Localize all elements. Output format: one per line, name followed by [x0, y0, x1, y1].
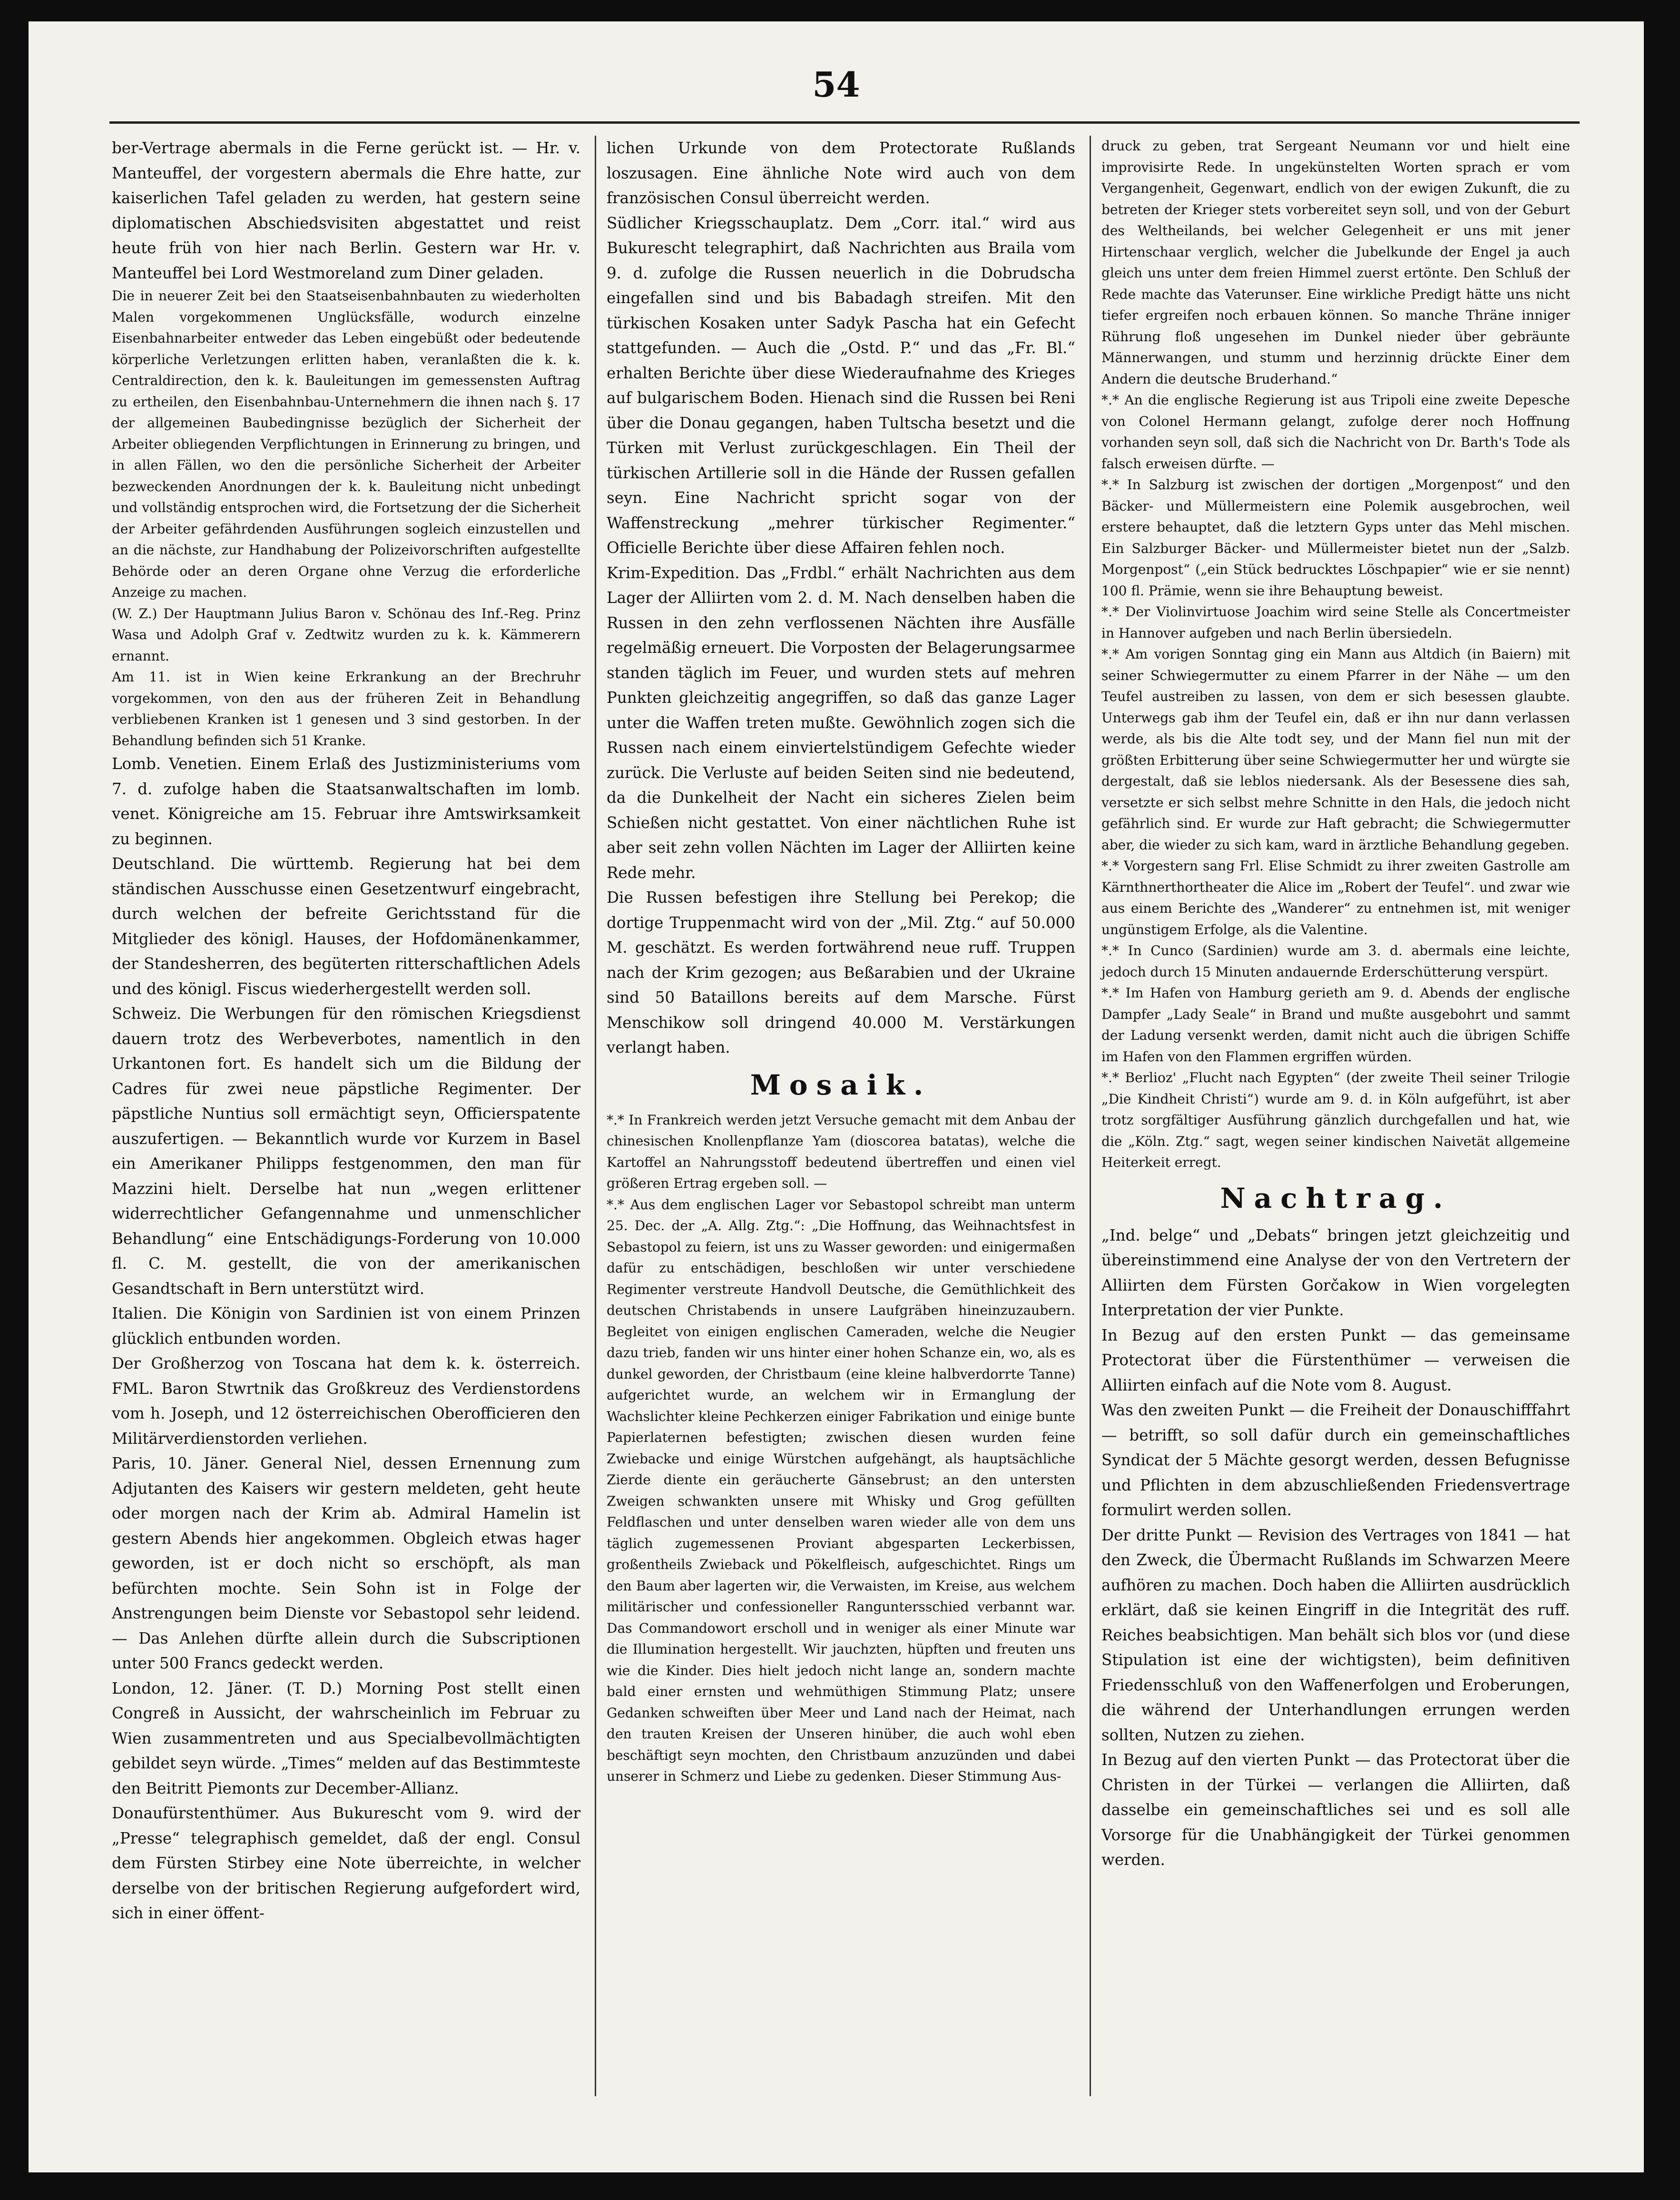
paragraph: *.* Der Violinvirtuose Joachim wird seine Stelle als Concertmeister in Hannover aufgeben und nach Berlin übersiedeln.: [1101, 604, 1570, 641]
paragraph: *.* Berlioz' „Flucht nach Egypten“ (der zweite Theil seiner Trilogie „Die Kindheit Christi“) wurde am 9. d. in Köln aufgeführt, ist aber trotz sorgfältiger Ausführung gänzlich durchgefallen und hat, wie die „Köln. Ztg.“ sagt, wegen seiner kindischen Naivetät allgemeine Heiterkeit erregt.: [1101, 1070, 1570, 1170]
paragraph: Deutschland. Die württemb. Regierung hat bei dem ständischen Ausschusse einen Gesetzentwurf eingebracht, durch welchen der befreite Gerichtsstand für die Mitglieder des königl. Hauses, der Hofdomänenkammer, der Standesherren, des begüterten ritterschaftlichen Adels und des königl. Fiscus wiederhergestellt werden soll.: [112, 855, 580, 998]
paragraph: In Bezug auf den ersten Punkt — das gemeinsame Protectorat über die Fürstenthümer — verweisen die Alliirten einfach auf die Note vom 8. August.: [1101, 1326, 1570, 1394]
paragraph: Krim-Expedition. Das „Frdbl.“ erhält Nachrichten aus dem Lager der Alliirten vom 2. d. M. Nach denselben haben die Russen in den zehn verflossenen Nächten ihre Ausfälle regelmäßig erneuert. Die Vorposten der Belagerungsarmee standen täglich im Feuer, und wurden stets auf mehren Punkten gleichzeitig angegriffen, so daß das ganze Lager unter die Waffen treten mußte. Gewöhnlich zogen sich die Russen nach einem einviertelstündigem Gefechte wieder zurück. Die Verluste auf beiden Seiten sind nie bedeutend, da die Dunkelheit der Nacht ein sicheres Zielen beim Schießen nicht gestattet. Von einer nächtlichen Ruhe ist aber seit zehn vollen Nächten im Lager der Alliirten keine Rede mehr.: [607, 563, 1075, 882]
paragraph: Der dritte Punkt — Revision des Vertrages von 1841 — hat den Zweck, die Übermacht Rußlands im Schwarzen Meere aufhören zu machen. Doch haben die Alliirten ausdrücklich erklärt, daß sie keinen Eingriff in die Integrität des ruff. Reiches beabsichtigen. Man behält sich blos vor (und diese Stipulation ist eine der wichtigsten), beim definitiven Friedensschluß von den Waffenerfolgen und Eroberungen, die während der Unterhandlungen errungen werden sollten, Nutzen zu ziehen.: [1101, 1526, 1570, 1744]
paragraph: (W. Z.) Der Hauptmann Julius Baron v. Schönau des Inf.-Reg. Prinz Wasa und Adolph Graf v. Zedtwitz wurden zu k. k. Kämmerern ernannt.: [112, 605, 580, 664]
paragraph: Lomb. Venetien. Einem Erlaß des Justizministeriums vom 7. d. zufolge haben die Staatsanwaltschaften im lomb. venet. Königreiche am 15. Februar ihre Amtswirksamkeit zu beginnen.: [112, 755, 580, 848]
paragraph: London, 12. Jäner. (T. D.) Morning Post stellt einen Congreß in Aussicht, der wahrscheinlich im Februar zu Wien zusammentreten und aus Specialbevollmächtigten gebildet seyn würde. „Times“ melden auf das Bestimmteste den Beitritt Piemonts zur December-Allianz.: [112, 1679, 580, 1797]
column-divider: [595, 136, 596, 2096]
column-3: [1101, 136, 1570, 1873]
paragraph: Die Russen befestigen ihre Stellung bei Perekop; die dortige Truppenmacht wird von der „Mil. Ztg.“ auf 50.000 M. geschätzt. Es werden fortwährend neue ruff. Truppen nach der Krim gezogen; aus Beßarabien und der Ukraine sind 50 Bataillons bereits auf dem Marsche. Fürst Menschikow soll dringend 40.000 M. Verstärkungen verlangt haben.: [607, 888, 1075, 1056]
section-title-mosaik: Mosaik.: [750, 1068, 932, 1101]
paragraph: ber-Vertrage abermals in die Ferne gerückt ist. — Hr. v. Manteuffel, der vorgestern abermals die Ehre hatte, zur kaiserlichen Tafel geladen zu werden, hat gestern seine diplomatischen Abschiedsvisiten abgestattet und reist heute früh von hier nach Berlin. Gestern war Hr. v. Manteuffel bei Lord Westmoreland zum Diner geladen.: [112, 139, 580, 282]
paragraph: Südlicher Kriegsschauplatz. Dem „Corr. ital.“ wird aus Bukurescht telegraphirt, daß Nachrichten aus Braila vom 9. d. zufolge die Russen neuerlich in die Dobrudscha eingefallen sind und bis Babadagh streifen. Mit den türkischen Kosaken unter Sadyk Pascha hat ein Gefecht stattgefunden. — Auch die „Ostd. P.“ und das „Fr. Bl.“ erhalten Berichte über diese Wiederaufnahme des Krieges auf bulgarischem Boden. Hienach sind die Russen bei Reni über die Donau gegangen, haben Tultscha besetzt und die Türken mit Verlust zurückgeschlagen. Ein Theil der türkischen Artillerie soll in die Hände der Russen gefallen seyn. Eine Nachricht spricht sogar von der Waffenstreckung „mehrer türkischer Regimenter.“ Officielle Berichte über diese Affairen fehlen noch.: [607, 214, 1075, 557]
paragraph: Schweiz. Die Werbungen für den römischen Kriegsdienst dauern trotz des Werbeverbotes, namentlich in den Urkantonen fort. Es handelt sich um die Bildung der Cadres für zwei neue päpstliche Regimenter. Der päpstliche Nuntius soll ermächtigt seyn, Officierspatente auszufertigen. — Bekanntlich wurde vor Kurzem in Basel ein Amerikaner Philipps festgenommen, den man für Mazzini hielt. Derselbe hat nun „wegen erlittener widerrechtlicher Gefangennahme und unmenschlicher Behandlung“ eine Entschädigungs-Forderung von 10.000 fl. C. M. gestellt, die von der amerikanischen Gesandtschaft in Bern unterstützt wird.: [112, 1005, 580, 1298]
column-1: [112, 136, 580, 1926]
paragraph: Donaufürstenthümer. Aus Bukurescht vom 9. wird der „Presse“ telegraphisch gemeldet, daß der engl. Consul dem Fürsten Stirbey eine Note überreichte, in welcher derselbe von der britischen Regierung aufgefordert wird, sich in einer öffent-: [112, 1804, 580, 1922]
paragraph: *.* An die englische Regierung ist aus Tripoli eine zweite Depesche von Colonel Hermann gelangt, zufolge derer noch Hoffnung vorhanden seyn soll, daß sich die Nachricht von Dr. Barth's Tode als falsch erweisen dürfte. —: [1101, 392, 1570, 472]
column-2: [607, 136, 1075, 1787]
paragraph: Am 11. ist in Wien keine Erkrankung an der Brechruhr vorgekommen, von den aus der früheren Zeit in Behandlung verbliebenen Kranken ist 1 genesen und 3 sind gestorben. In der Behandlung befinden sich 51 Kranke.: [112, 669, 580, 749]
paragraph: Die in neuerer Zeit bei den Staatseisenbahnbauten zu wiederholten Malen vorgekommenen Unglücksfälle, wodurch einzelne Eisenbahnarbeiter entweder das Leben eingebüßt oder bedeutende körperliche Verletzungen erlitten haben, veranlaßten die k. k. Centraldirection, den k. k. Bauleitungen im gemessensten Auftrag zu ertheilen, den Eisenbahnbau-Unternehmern die ihnen nach §. 17 der allgemeinen Baubedingnisse bezüglich der Sicherheit der Arbeiter obliegenden Verpflichtungen in Erinnerung zu bringen, und in allen Fällen, wo den die persönliche Sicherheit der Arbeiter bezweckenden Anordnungen der k. k. Bauleitung nicht unbedingt und vollständig entsprochen wird, die Fortsetzung der die Sicherheit der Arbeiter gefährdenden Ausführungen sogleich einzustellen und an die nächste, zur Handhabung der Polizeivorschriften aufgestellte Behörde oder an deren Organe ohne Verzug die erforderliche Anzeige zu machen.: [112, 288, 580, 600]
paragraph: lichen Urkunde von dem Protectorate Rußlands loszusagen. Eine ähnliche Note wird auch von dem französischen Consul überreicht werden.: [607, 139, 1075, 207]
page-number: 54: [812, 64, 860, 105]
paragraph: druck zu geben, trat Sergeant Neumann vor und hielt eine improvisirte Rede. In ungekünstelten Worten sprach er vom Vergangenheit, Gegenwart, endlich von der ewigen Zukunft, die zu betreten der Krieger stets vorbereitet seyn soll, und von der Geburt des Weltheilands, bei welcher Gelegenheit er uns mit jener Hirtenschaar verglich, welcher die Jubelkunde der Engel ja auch gleich uns unter dem freien Himmel zuerst ertönte. Den Schluß der Rede machte das Vaterunser. Eine wirkliche Predigt hätte uns nicht tiefer ergreifen noch erbauen können. So manche Thräne inniger Rührung floß ungesehen im Dunkel nieder über gebräunte Männerwangen, und stumm und herzinnig drückte Einer dem Andern die deutsche Bruderhand.“: [1101, 138, 1570, 387]
header-rule: [109, 121, 1580, 124]
paragraph: *.* Im Hafen von Hamburg gerieth am 9. d. Abends der englische Dampfer „Lady Seale“ in Brand und mußte ausgebohrt und sammt der Ladung versenkt werden, damit nicht auch die übrigen Schiffe im Hafen von den Flammen ergriffen würden.: [1101, 985, 1570, 1065]
paragraph: Der Großherzog von Toscana hat dem k. k. österreich. FML. Baron Stwrtnik das Großkreuz des Verdienstordens vom h. Joseph, und 12 österreichischen Oberofficieren den Militärverdienstorden verliehen.: [112, 1354, 580, 1448]
paragraph: *.* In Frankreich werden jetzt Versuche gemacht mit dem Anbau der chinesischen Knollenpflanze Yam (dioscorea batatas), welche die Kartoffel an Nahrungsstoff bedeutend übertreffen und einen viel größeren Ertrag ergeben soll. —: [607, 1112, 1075, 1191]
paragraph: Italien. Die Königin von Sardinien ist von einem Prinzen glücklich entbunden worden.: [112, 1304, 580, 1348]
paragraph: In Bezug auf den vierten Punkt — das Protectorat über die Christen in der Türkei — verlangen die Alliirten, daß dasselbe ein gemeinschaftliches sei und es soll alle Vorsorge für die Unabhängigkeit der Türkei genommen werden.: [1101, 1751, 1570, 1869]
newspaper-page: [29, 21, 1644, 2172]
paragraph: *.* Am vorigen Sonntag ging ein Mann aus Altdich (in Baiern) mit seiner Schwiegermutter zu einem Pfarrer in der Nähe — um den Teufel austreiben zu lassen, von dem er sich besessen glaubte. Unterwegs gab ihm der Teufel ein, daß er ihn nur dann verlassen werde, als bis die Alte todt sey, und der Mann fiel nun mit der größten Erbitterung über seine Schwiegermutter her und würgte sie dergestalt, daß sie leblos niedersank. Als der Besessene dies sah, versetzte er sich selbst mehre Schnitte in den Hals, die jedoch nicht gefährlich sind. Er wurde zur Haft gebracht; die Schwiegermutter aber, die wieder zu sich kam, ward in ärztliche Behandlung gegeben.: [1101, 646, 1570, 853]
paragraph: *.* Vorgestern sang Frl. Elise Schmidt zu ihrer zweiten Gastrolle am Kärnthnerthortheater die Alice im „Robert der Teufel“. und zwar wie aus einem Berichte des „Wanderer“ zu entnehmen ist, mit weniger ungünstigem Erfolge, als die Valentine.: [1101, 858, 1570, 937]
paragraph: Was den zweiten Punkt — die Freiheit der Donauschifffahrt — betrifft, so soll dafür durch ein gemeinschaftliches Syndicat der 5 Mächte gesorgt werden, dessen Befugnisse und Pflichten in dem abzuschließenden Friedensvertrage formulirt werden sollen.: [1101, 1401, 1570, 1519]
paragraph: *.* Aus dem englischen Lager vor Sebastopol schreibt man unterm 25. Dec. der „A. Allg. Ztg.“: „Die Hoffnung, das Weihnachtsfest in Sebastopol zu feiern, ist uns zu Wasser geworden: und einigermaßen dafür zu entschädigen, beschloßen wir unter verschiedene Regimenter verstreute Handvoll Deutsche, die Gemüthlichkeit des deutschen Christabends in unsere Laufgräben hineinzuzaubern. Begleitet von einigen englischen Cameraden, welche die Neugier dazu trieb, fanden wir uns hinter einer hohen Schanze ein, wo, als es dunkel geworden, der Christbaum (eine kleine halbverdorrte Tanne) aufgerichtet wurde, an welchem wir in Ermanglung der Wachslichter kleine Pechkerzen einiger Fabrikation und einige bunte Papierlaternen befestigten; zwischen diesen wurden feine Zwiebacke und einige Würstchen aufgehängt, als hauptsächliche Zierde diente ein geräucherte Gänsebrust; an den untersten Zweigen schwankten unsere mit Whisky und Grog gefüllten Feldflaschen und unter denselben waren wieder alle von dem uns täglich zugemessenen Proviant abgesparten Leckerbissen, großentheils Zwieback und Pökelfleisch, aufgeschichtet. Rings um den Baum aber lagerten wir, die Verwaisten, im Kreise, aus welchem militärischer und confessioneller Ranguntersschied verbannt war. Das Commandowort erscholl und in weniger als einer Minute war die Illumination hergestellt. Wir jauchzten, hüpften und freuten uns wie die Kinder. Dies hielt jedoch nicht lange an, sondern machte bald einer ernsten und wehmüthigen Stimmung Platz; unsere Gedanken schweiften über Meer und Land nach der Heimat, nach den trauten Kreisen der Unseren hinüber, die auch wohl eben beschäftigt seyn mochten, den Christbaum anzuzünden und dabei unserer in Schmerz und Liebe zu gedenken. Dieser Stimmung Aus-: [607, 1196, 1075, 1784]
paragraph: *.* In Cunco (Sardinien) wurde am 3. d. abermals eine leichte, jedoch durch 15 Minuten andauernde Erderschütterung verspürt.: [1101, 943, 1570, 980]
paragraph: *.* In Salzburg ist zwischen der dortigen „Morgenpost“ und den Bäcker- und Müllermeistern eine Polemik ausgebrochen, weil erstere behauptet, daß die letztern Gyps unter das Mehl mischen. Ein Salzburger Bäcker- und Müllermeister bietet nun der „Salzb. Morgenpost“ („ein Stück bedrucktes Löschpapier“ wie er sie nennt) 100 fl. Prämie, wenn sie ihre Behauptung beweist.: [1101, 477, 1570, 599]
paragraph: Paris, 10. Jäner. General Niel, dessen Ernennung zum Adjutanten des Kaisers wir gestern meldeten, geht heute oder morgen nach der Krim ab. Admiral Hamelin ist gestern Abends hier angekommen. Obgleich etwas hager geworden, ist er doch nicht so erschöpft, als man befürchten mochte. Sein Sohn ist in Folge der Anstrengungen beim Dienste vor Sebastopol sehr leidend. — Das Anlehen dürfte allein durch die Subscriptionen unter 500 Francs gedeckt werden.: [112, 1454, 580, 1672]
paragraph: „Ind. belge“ und „Debats“ bringen jetzt gleichzeitig und übereinstimmend eine Analyse der von den Vertretern der Alliirten dem Fürsten Gorčakow in Wien vorgelegten Interpretation der vier Punkte.: [1101, 1226, 1570, 1319]
column-divider: [1090, 136, 1091, 2096]
section-title-nachtrag: Nachtrag.: [1220, 1182, 1452, 1214]
